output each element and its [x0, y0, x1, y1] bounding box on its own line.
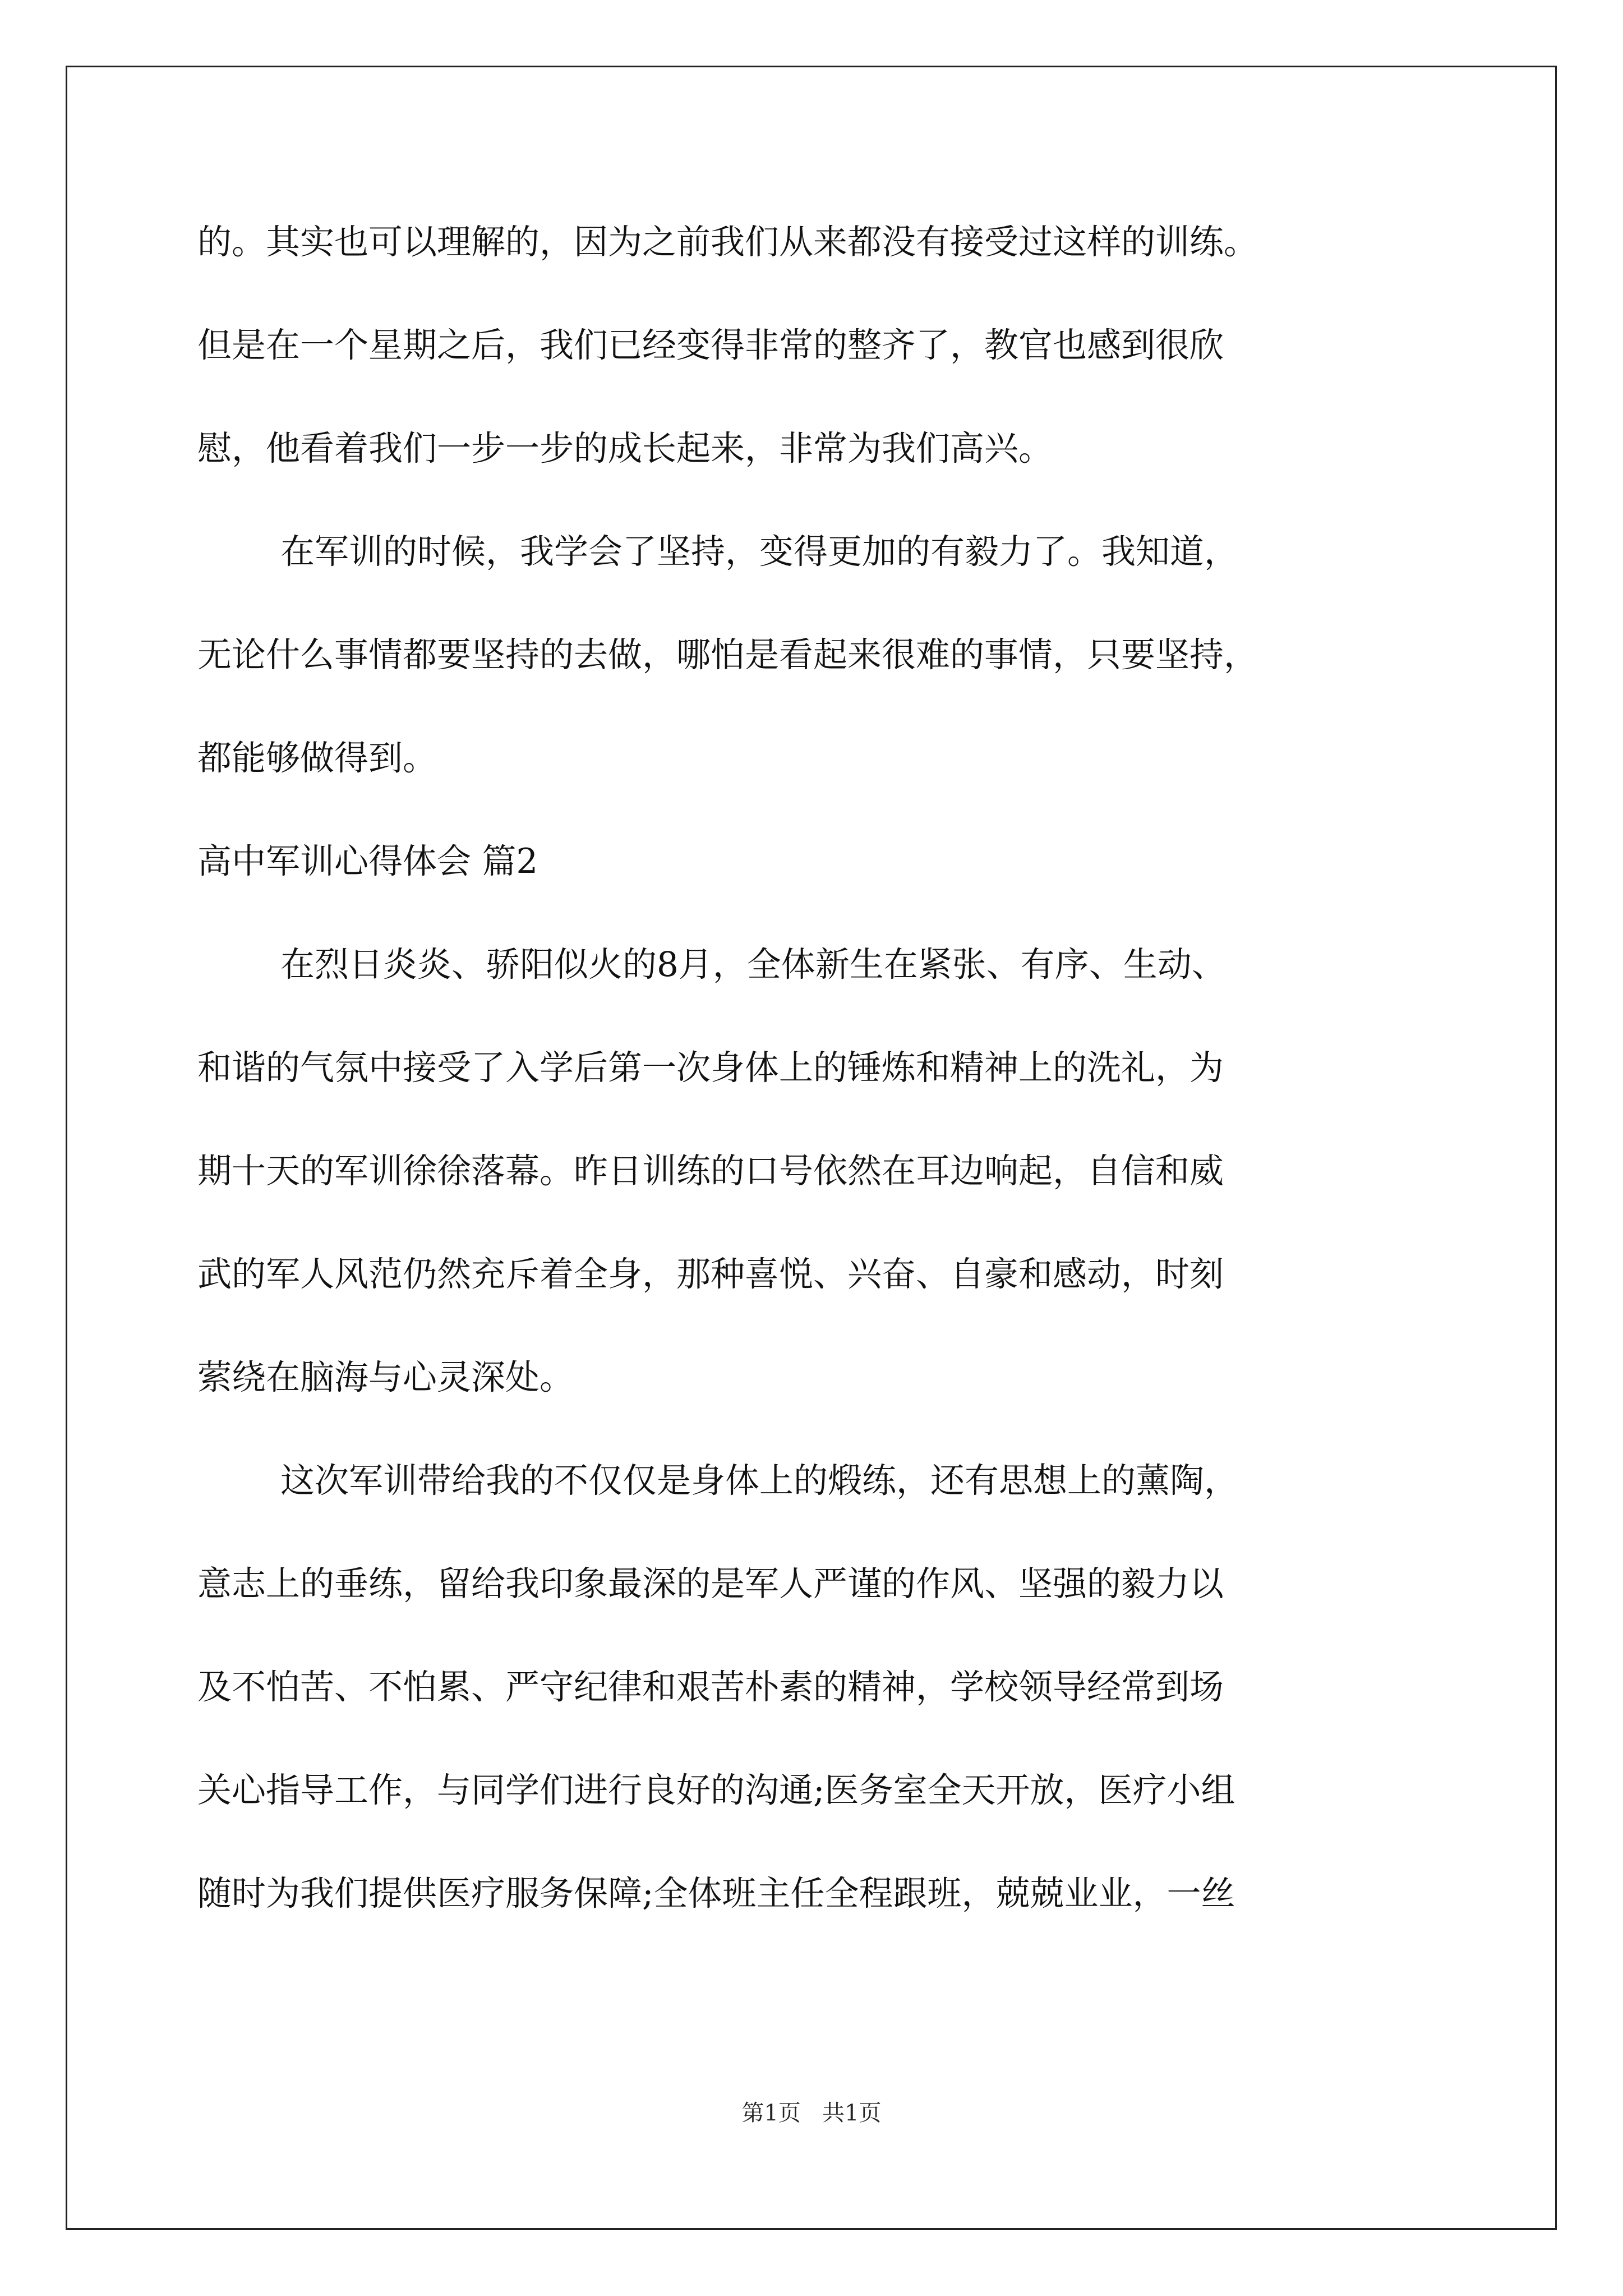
text-line: 在军训的时候，我学会了坚持，变得更加的有毅力了。我知道，: [280, 532, 1239, 572]
text-line: 都能够做得到。: [197, 738, 437, 778]
text-line: 及不怕苦、不怕累、严守纪律和艰苦朴素的精神，学校领导经常到场: [197, 1667, 1224, 1707]
text-line: 关心指导工作，与同学们进行良好的沟通;医务室全天开放，医疗小组: [197, 1770, 1235, 1810]
text-line: 萦绕在脑海与心灵深处。: [197, 1358, 574, 1397]
text-line: 和谐的气氛中接受了入学后第一次身体上的锤炼和精神上的洗礼，为: [197, 1048, 1224, 1088]
page-footer: 第1页 共1页: [741, 2100, 882, 2126]
text-line: 在烈日炎炎、骄阳似火的8月，全体新生在紧张、有序、生动、: [280, 945, 1226, 984]
text-line: 意志上的垂练，留给我印象最深的是军人严谨的作风、坚强的毅力以: [197, 1564, 1224, 1604]
text-line: 随时为我们提供医疗服务保障;全体班主任全程跟班，兢兢业业，一丝: [197, 1874, 1235, 1913]
text-line: 期十天的军训徐徐落幕。昨日训练的口号依然在耳边响起，自信和威: [197, 1151, 1224, 1191]
document-body: [197, 191, 1448, 1945]
text-line: 但是在一个星期之后，我们已经变得非常的整齐了，教官也感到很欣: [197, 325, 1224, 365]
text-line: 慰，他看着我们一步一步的成长起来，非常为我们高兴。: [197, 429, 1053, 468]
section-heading: 高中军训心得体会 篇2: [197, 841, 538, 881]
text-line: 这次军训带给我的不仅仅是身体上的煅练，还有思想上的薰陶，: [280, 1461, 1239, 1501]
text-line: 的。其实也可以理解的，因为之前我们从来都没有接受过这样的训练。: [197, 222, 1258, 262]
text-line: 无论什么事情都要坚持的去做，哪怕是看起来很难的事情，只要坚持，: [197, 635, 1258, 675]
text-line: 武的军人风范仍然充斥着全身，那种喜悦、兴奋、自豪和感动，时刻: [197, 1254, 1224, 1294]
